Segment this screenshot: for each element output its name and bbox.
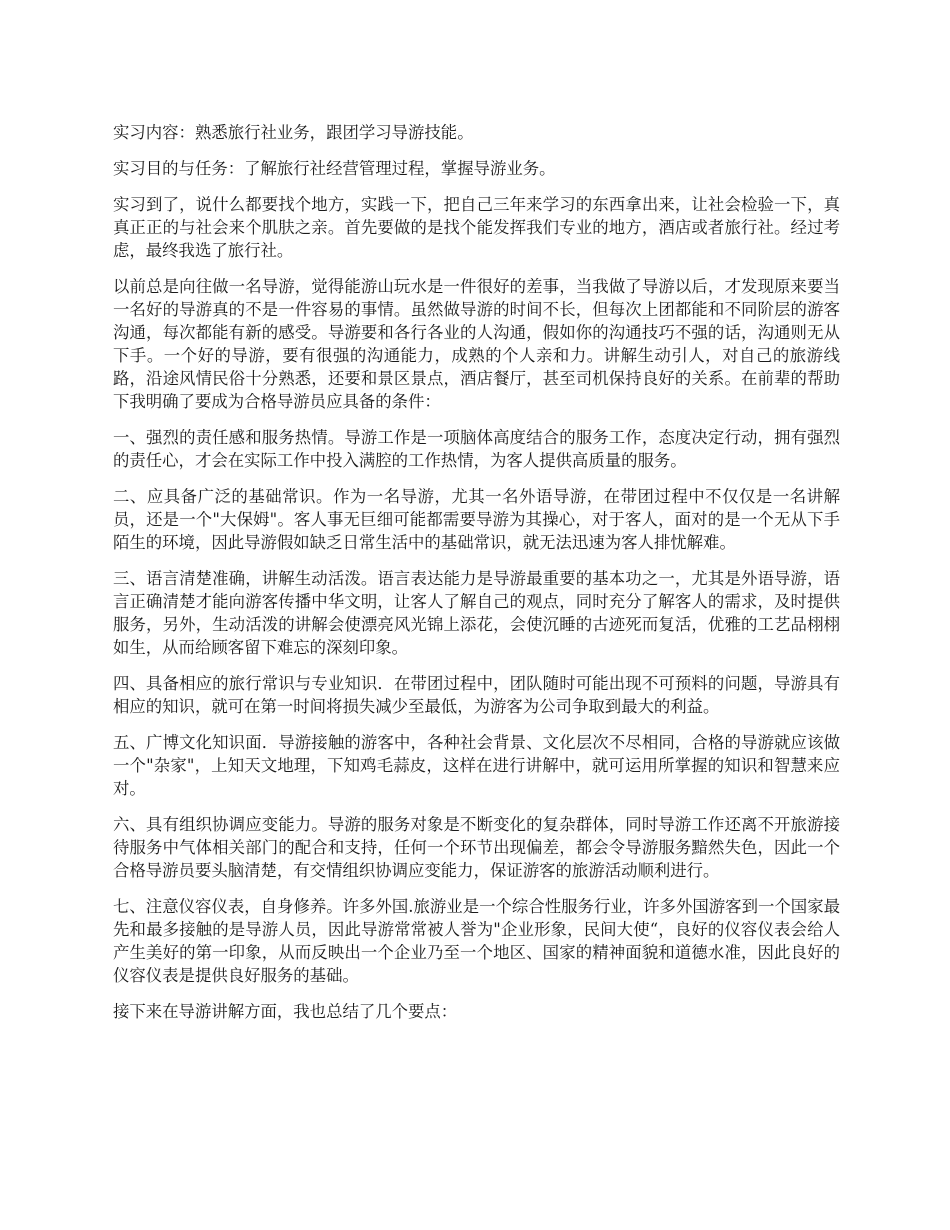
paragraph-internship-content: 实习内容：熟悉旅行社业务，跟团学习导游技能。 — [113, 123, 474, 142]
paragraph-point-1: 一、强烈的责任感和服务热情。导游工作是一项脑体高度结合的服务工作，态度决定行动，拥有强烈的责任心，才会在实际工作中投入满腔的工作热情，为客人提供高质量的服务。 — [113, 428, 840, 470]
paragraph-guide-experience: 以前总是向往做一名导游，觉得能游山玩水是一件很好的差事，当我做了导游以后，才发现原来要当一名好的导游真的不是一件容易的事情。虽然做导游的时间不长，但每次上团都能和不同阶层的游客沟通，每次都能有新的感受。导游要和各行各业的人沟通，假如你的沟通技巧不强的话，沟通则无从下手。一个好的导游，要有很强的沟通能力，成熟的个人亲和力。讲解生动引人，对自己的旅游线路，沿途风情民俗十分熟悉，还要和景区景点，酒店餐厅，甚至司机保持良好的关系。在前辈的帮助下我明确了要成为合格导游员应具备的条件： — [113, 277, 840, 411]
paragraph-point-7: 七、注意仪容仪表，自身修养。许多外国.旅游业是一个综合性服务行业，许多外国游客到一个国家最先和最多接触的是导游人员，因此导游常常被人誉为"企业形象，民间大使“，良好的仪容仪表会给人产生美好的第一印象，从而反映出一个企业乃至一个地区、国家的精神面貌和道德水准，因此良好的仪容仪表是提供良好服务的基础。 — [113, 897, 840, 985]
document-body — [113, 121, 840, 1036]
paragraph-point-4: 四、具备相应的旅行常识与专业知识．在带团过程中，团队随时可能出现不可预料的问题，导游具有相应的知识，就可在第一时间将损失减少至最低，为游客为公司争取到最大的利益。 — [113, 674, 840, 716]
paragraph-point-2: 二、应具备广泛的基础常识。作为一名导游，尤其一名外语导游，在带团过程中不仅仅是一名讲解员，还是一个"大保姆"。客人事无巨细可能都需要导游为其操心，对于客人，面对的是一个无从下手陌生的环境，因此导游假如缺乏日常生活中的基础常识，就无法迅速为客人排忧解难。 — [113, 487, 840, 552]
paragraph-point-6: 六、具有组织协调应变能力。导游的服务对象是不断变化的复杂群体，同时导游工作还离不开旅游接待服务中气体相关部门的配合和支持，任何一个环节出现偏差，都会令导游服务黯然失色，因此一个合格导游员要头脑清楚，有交情组织协调应变能力，保证游客的旅游活动顺利进行。 — [113, 815, 840, 880]
paragraph-summary-lead: 接下来在导游讲解方面，我也总结了几个要点： — [113, 1002, 458, 1021]
paragraph-intro: 实习到了，说什么都要找个地方，实践一下，把自己三年来学习的东西拿出来，让社会检验一下，真真正正的与社会来个肌肤之亲。首先要做的是找个能发挥我们专业的地方，酒店或者旅行社。经过考虑，最终我选了旅行社。 — [113, 195, 840, 260]
paragraph-internship-goal: 实习目的与任务：了解旅行社经营管理过程，掌握导游业务。 — [113, 159, 556, 178]
paragraph-point-3: 三、语言清楚准确，讲解生动活泼。语言表达能力是导游最重要的基本功之一，尤其是外语导游，语言正确清楚才能向游客传播中华文明，让客人了解自己的观点，同时充分了解客人的需求，及时提供服务，另外，生动活泼的讲解会使漂亮风光锦上添花，会使沉睡的古迹死而复活，优雅的工艺品栩栩如生，从而给顾客留下难忘的深刻印象。 — [113, 569, 840, 657]
paragraph-point-5: 五、广博文化知识面．导游接触的游客中，各种社会背景、文化层次不尽相同，合格的导游就应该做一个"杂家"，上知天文地理，下知鸡毛蒜皮，这样在进行讲解中，就可运用所掌握的知识和智慧来应对。 — [113, 733, 840, 798]
